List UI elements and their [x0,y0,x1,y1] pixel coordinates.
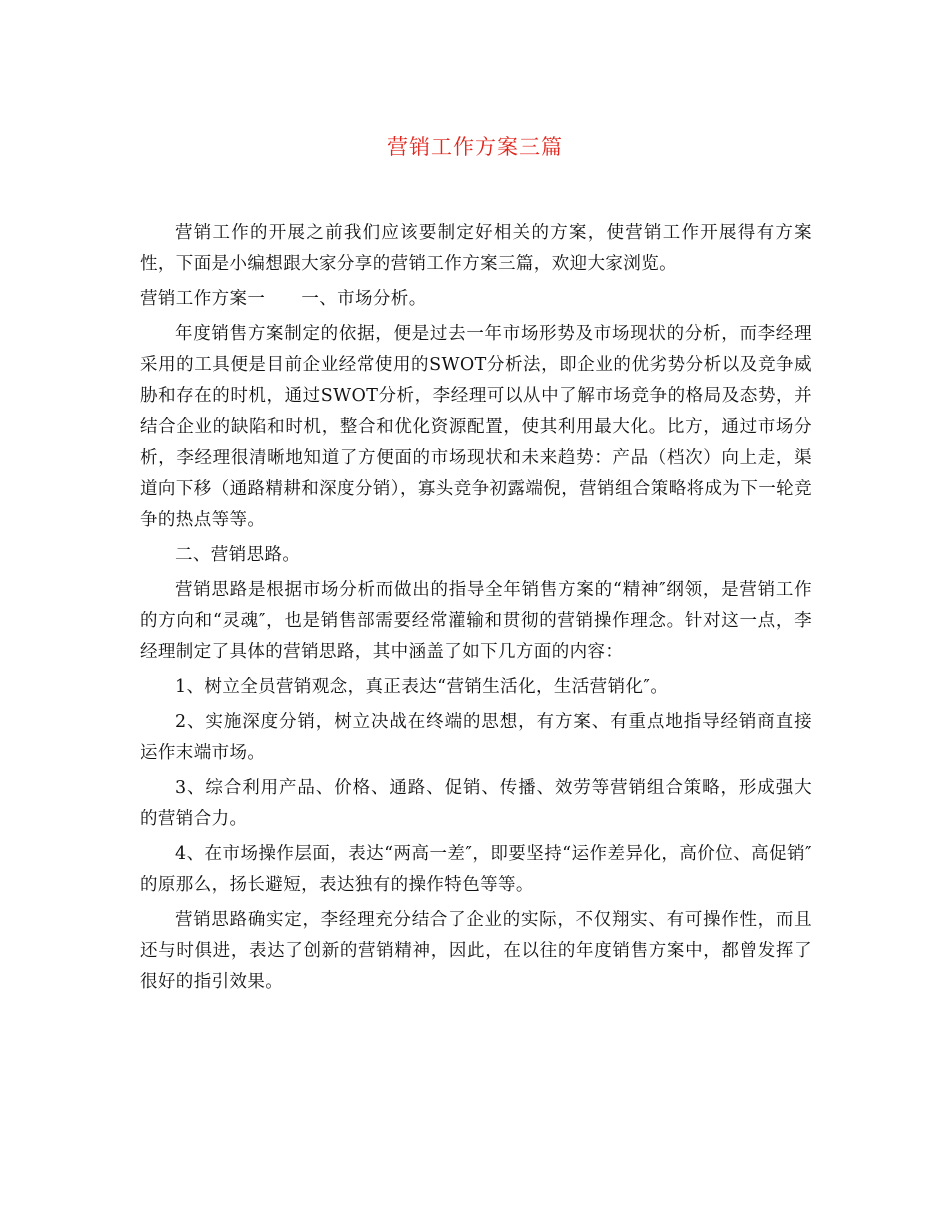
document-body [140,218,812,1002]
strategy-point-1: 1、树立全员营销观念，真正表达“营销生活化，生活营销化″。 [175,677,669,697]
conclusion-paragraph: 营销思路确实定，李经理充分结合了企业的实际，不仅翔实、有可操作性，而且还与时俱进，表达了创新的营销精神，因此，在以往的年度销售方案中，都曾发挥了很好的指引效果。 [140,910,812,992]
strategy-intro-paragraph: 营销思路是根据市场分析而做出的指导全年销售方案的“精神″纲领，是营销工作的方向和“灵魂″，也是销售部需要经常灌输和贯彻的营销操作理念。针对这一点，李经理制定了具体的营销思路，其中涵盖了如下几方面的内容： [140,580,812,662]
strategy-point-2: 2、实施深度分销，树立决战在终端的思想，有方案、有重点地指导经销商直接运作末端市场。 [140,712,812,763]
strategy-point-4: 4、在市场操作层面，表达“两高一差″，即要坚持“运作差异化，高价位、高促销″的原那么，扬长避短，表达独有的操作特色等等。 [140,844,812,895]
plan-one-line [140,284,812,315]
strategy-point-3: 3、综合利用产品、价格、通路、促销、传播、效劳等营销组合策略，形成强大的营销合力。 [140,778,812,829]
document-title: 营销工作方案三篇 [387,135,563,159]
plan-one-label: 营销工作方案一 [140,289,266,309]
intro-paragraph: 营销工作的开展之前我们应该要制定好相关的方案，使营销工作开展得有方案性，下面是小编想跟大家分享的营销工作方案三篇，欢迎大家浏览。 [140,223,812,274]
section-one-heading: 一、市场分析。 [301,289,427,309]
section-two-heading: 二、营销思路。 [175,545,301,565]
market-analysis-paragraph: 年度销售方案制定的依据，便是过去一年市场形势及市场现状的分析，而李经理采用的工具便是目前企业经常使用的SWOT分析法，即企业的优劣势分析以及竞争威胁和存在的时机，通过SWOT分析，李经理可以从中了解市场竞争的格局及态势，并结合企业的缺陷和时机，整合和优化资源配置，使其利用最大化。比方，通过市场分析，李经理很清晰地知道了方便面的市场现状和未来趋势：产品（档次）向上走，渠道向下移（通路精耕和深度分销），寡头竞争初露端倪，营销组合策略将成为下一轮竞争的热点等等。 [140,324,812,530]
